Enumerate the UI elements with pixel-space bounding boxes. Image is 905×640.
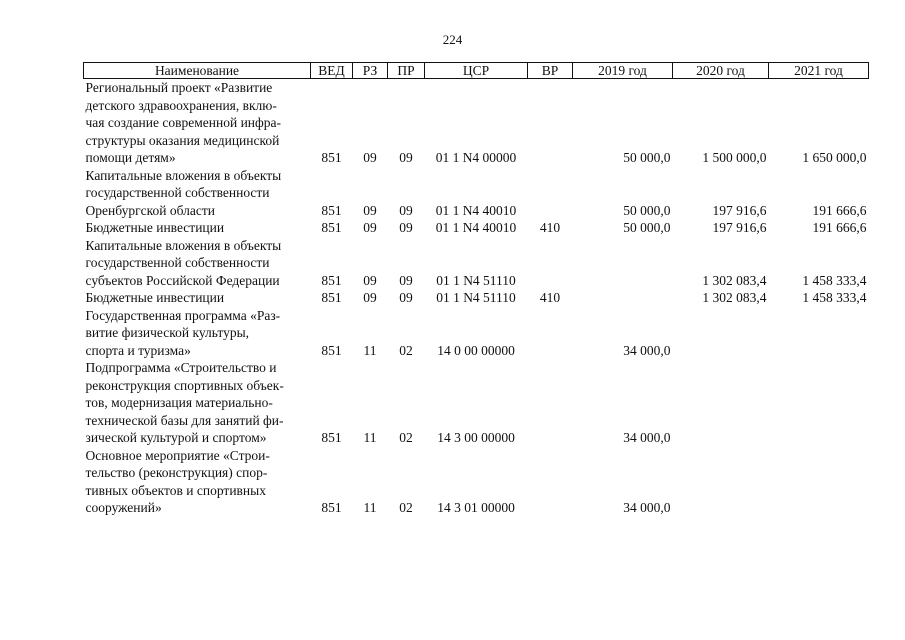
row-csr: 01 1 N4 51110 (436, 272, 516, 288)
row-value-2020 (673, 307, 769, 360)
row-value-2020 (673, 359, 769, 447)
row-name-line: Основное мероприятие «Строи- (85, 447, 270, 463)
header-vr: ВР (528, 63, 573, 79)
row-name (84, 289, 311, 307)
row-rz: 11 (363, 500, 377, 515)
row-vr (528, 237, 573, 290)
row-rz: 09 (363, 202, 377, 218)
row-name (84, 447, 311, 517)
budget-table (83, 62, 869, 517)
header-rz: РЗ (353, 63, 388, 79)
table-row (84, 289, 869, 307)
row-value-2020: 197 916,6 (712, 220, 767, 235)
table-row (84, 79, 869, 167)
row-pr: 02 (399, 500, 413, 515)
header-pr: ПР (388, 63, 425, 79)
row-name-line: государственной собственности (85, 255, 270, 270)
row-name-line: Капитальные вложения в объекты (85, 237, 282, 253)
row-value-2020: 1 500 000,0 (702, 150, 767, 165)
row-value-2019 (573, 237, 673, 290)
row-name-line: тов, модернизация материально- (85, 395, 273, 410)
row-value-2021 (769, 447, 869, 517)
row-name (84, 359, 311, 447)
row-pr: 09 (399, 202, 413, 218)
row-name-line: государственной собственности (85, 185, 270, 200)
row-pr: 02 (399, 430, 413, 445)
row-ved: 851 (321, 150, 342, 165)
row-value-2019: 34 000,0 (623, 342, 671, 358)
row-ved: 851 (321, 272, 342, 288)
row-value-2021 (769, 307, 869, 360)
row-value-2021: 191 666,6 (812, 202, 867, 218)
row-pr: 09 (399, 290, 413, 305)
row-name-line: чая создание современной инфра- (85, 115, 281, 130)
row-name-line: витие физической культуры, (85, 325, 250, 340)
row-rz: 11 (363, 342, 377, 358)
row-name (84, 237, 311, 290)
row-csr: 01 1 N4 51110 (436, 290, 516, 305)
row-pr: 09 (399, 150, 413, 165)
row-vr (528, 79, 573, 167)
row-value-2020: 197 916,6 (712, 202, 767, 218)
row-name-line: спорта и туризма» (85, 342, 191, 358)
row-value-2019: 50 000,0 (623, 220, 671, 235)
row-ved: 851 (321, 342, 342, 358)
row-csr: 01 1 N4 40010 (435, 220, 517, 235)
row-value-2021: 1 458 333,4 (802, 290, 867, 305)
table-row (84, 237, 869, 290)
row-vr: 410 (539, 290, 561, 305)
row-vr (528, 359, 573, 447)
row-pr: 09 (399, 220, 413, 235)
table-row (84, 219, 869, 237)
header-name: Наименование (84, 63, 311, 79)
table-header-row (84, 63, 869, 79)
row-rz: 09 (363, 150, 377, 165)
row-name-line: Подпрограмма «Строительство и (85, 360, 277, 375)
row-csr: 01 1 N4 00000 (435, 150, 517, 165)
page-number: 224 (442, 32, 463, 47)
row-name-line: тельство (реконструкция) спор- (85, 465, 268, 480)
header-2021: 2021 год (769, 63, 869, 79)
row-value-2021: 1 458 333,4 (802, 272, 867, 288)
header-csr: ЦСР (425, 63, 528, 79)
row-name-line: сооружений» (85, 500, 162, 515)
row-name-line: детского здравоохранения, вклю- (85, 97, 277, 113)
row-value-2019: 50 000,0 (623, 150, 671, 165)
row-csr: 14 3 00 00000 (437, 430, 515, 445)
row-csr: 14 3 01 00000 (437, 500, 515, 515)
table-row (84, 359, 869, 447)
row-ved: 851 (321, 430, 342, 445)
row-ved: 851 (321, 202, 342, 218)
row-rz: 09 (363, 290, 377, 305)
header-2020: 2020 год (673, 63, 769, 79)
row-value-2020 (673, 447, 769, 517)
row-rz: 09 (363, 220, 377, 235)
row-name-line: Капитальные вложения в объекты (85, 167, 282, 183)
row-value-2020: 1 302 083,4 (702, 272, 767, 288)
row-name-line: помощи детям» (85, 150, 176, 165)
table-row (84, 307, 869, 360)
row-name-line: Государственная программа «Раз- (85, 307, 281, 323)
row-value-2019: 50 000,0 (623, 202, 671, 218)
row-value-2019: 34 000,0 (623, 500, 671, 515)
header-ved: ВЕД (311, 63, 353, 79)
row-vr (528, 167, 573, 220)
row-name-line: реконструкция спортивных объек- (85, 377, 284, 393)
row-value-2020: 1 302 083,4 (702, 290, 767, 305)
row-vr (528, 307, 573, 360)
row-name-line: зической культурой и спортом» (85, 430, 267, 445)
row-value-2021 (769, 359, 869, 447)
row-name (84, 219, 311, 237)
row-name-line: технической базы для занятий фи- (85, 412, 284, 428)
row-pr: 09 (399, 272, 413, 288)
row-name-line: структуры оказания медицинской (85, 132, 280, 148)
row-name (84, 79, 311, 167)
row-name-line: тивных объектов и спортивных (85, 482, 266, 498)
table-row (84, 447, 869, 517)
row-name-line: Бюджетные инвестиции (85, 290, 225, 305)
row-name-line: Региональный проект «Развитие (85, 80, 273, 95)
row-pr: 02 (399, 342, 413, 358)
row-name-line: Оренбургской области (85, 202, 215, 218)
row-ved: 851 (321, 220, 342, 235)
row-name (84, 307, 311, 360)
row-rz: 09 (363, 272, 377, 288)
row-csr: 14 0 00 00000 (437, 342, 515, 358)
row-name-line: субъектов Российской Федерации (85, 272, 280, 288)
row-vr (528, 447, 573, 517)
row-ved: 851 (321, 290, 342, 305)
header-2019: 2019 год (573, 63, 673, 79)
row-name (84, 167, 311, 220)
table-body (84, 79, 869, 517)
row-value-2021: 191 666,6 (812, 220, 867, 235)
row-name-line: Бюджетные инвестиции (85, 220, 225, 235)
row-value-2021: 1 650 000,0 (802, 150, 867, 165)
table-row (84, 167, 869, 220)
row-value-2019: 34 000,0 (623, 430, 671, 445)
row-rz: 11 (363, 430, 377, 445)
row-vr: 410 (539, 220, 561, 235)
row-value-2019 (573, 289, 673, 307)
row-ved: 851 (321, 500, 342, 515)
row-csr: 01 1 N4 40010 (435, 202, 517, 218)
